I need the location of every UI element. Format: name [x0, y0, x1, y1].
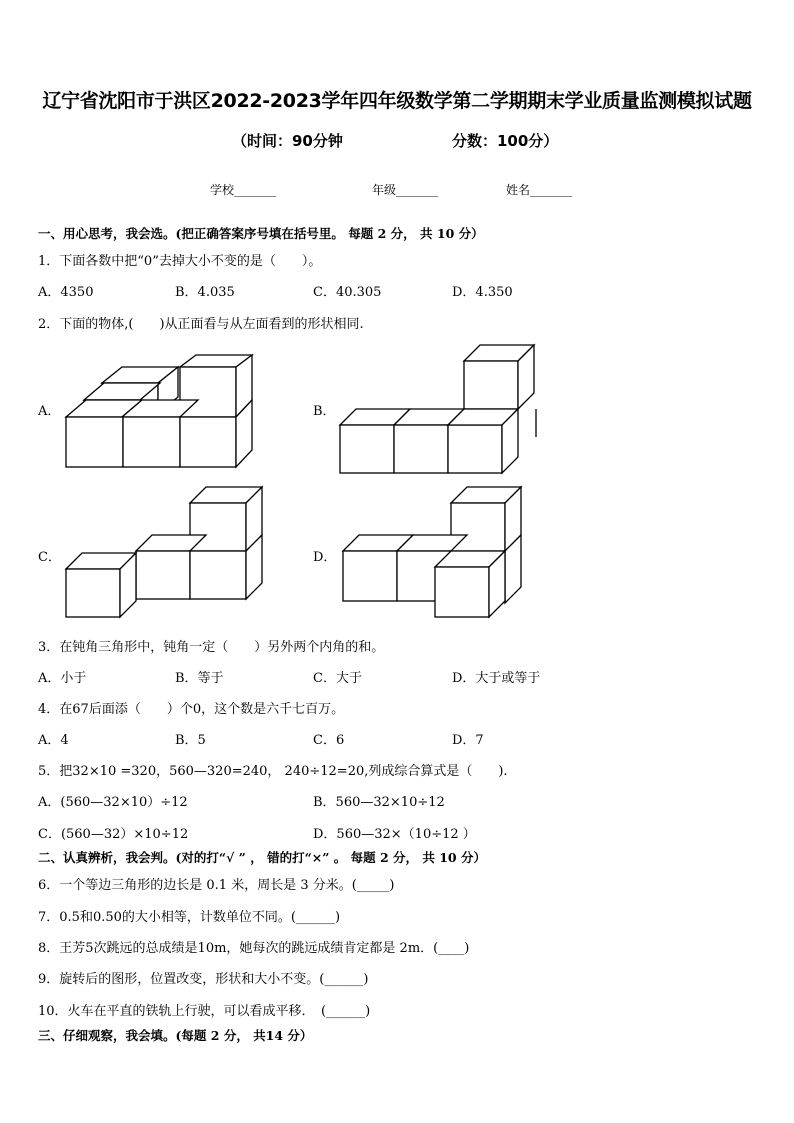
- judge-item-8: 8．王芳5次跳远的总成绩是10m，她每次的跳远成绩肯定都是 2m．(____): [38, 941, 470, 956]
- grade-field: 年级_______: [372, 183, 439, 197]
- q1-option-b: B．4.035: [175, 285, 235, 300]
- q2-label-a: A．: [38, 404, 61, 419]
- q1-option-c: C．40.305: [313, 285, 382, 300]
- q3-option-c: C．大于: [313, 671, 362, 686]
- q2-label-b: B．: [313, 404, 336, 419]
- page-title: 辽宁省沈阳市于洪区2022-2023学年四年级数学第二学期期末学业质量监测模拟试题: [42, 90, 752, 112]
- cube-figure-c: [64, 487, 264, 619]
- q5-option-d: D．560—32×（10÷12 ）: [313, 827, 476, 842]
- school-field: 学校_______: [210, 183, 277, 197]
- cube-figure-a: [60, 355, 260, 470]
- judge-item-9: 9．旋转后的图形，位置改变，形状和大小不变。(______): [38, 972, 369, 987]
- q4-option-a: A．4: [38, 733, 69, 748]
- question-2: 2．下面的物体,( )从正面看与从左面看到的形状相同.: [38, 317, 364, 332]
- section3-heading: 三、仔细观察，我会填。(每题 2 分， 共14 分）: [38, 1028, 313, 1043]
- q1-option-d: D．4.350: [452, 285, 513, 300]
- q3-option-d: D．大于或等于: [452, 671, 541, 686]
- q5-option-b: B．560—32×10÷12: [313, 795, 445, 810]
- q5-option-a: A．(560—32×10）÷12: [38, 795, 188, 810]
- judge-item-10: 10．火车在平直的铁轨上行驶，可以看成平移． (______): [38, 1004, 371, 1019]
- q2-label-c: C．: [38, 550, 61, 565]
- q3-option-a: A．小于: [38, 671, 87, 686]
- judge-item-6: 6．一个等边三角形的边长是 0.1 米，周长是 3 分米。(_____): [38, 878, 395, 893]
- question-1: 1．下面各数中把“0”去掉大小不变的是（ ）。: [38, 254, 322, 269]
- name-field: 姓名_______: [506, 183, 573, 197]
- section2-heading: 二、认真辨析，我会判。(对的打“√ ” ， 错的打“×” 。 每题 2 分， 共 10 分）: [38, 850, 486, 865]
- q4-option-c: C．6: [313, 733, 345, 748]
- q2-label-d: D．: [313, 550, 337, 565]
- q5-option-c: C．(560—32）×10÷12: [38, 827, 189, 842]
- exam-score: 分数：100分）: [452, 132, 559, 150]
- question-3: 3．在钝角三角形中，钝角一定（ ）另外两个内角的和。: [38, 640, 385, 655]
- question-4: 4．在67后面添（ ）个0，这个数是六千七百万。: [38, 702, 345, 717]
- cube-figure-d: [343, 487, 528, 619]
- section1-heading: 一、用心思考，我会选。(把正确答案序号填在括号里。 每题 2 分， 共 10 分）: [38, 226, 484, 241]
- judge-item-7: 7．0.5和0.50的大小相等，计数单位不同。(______): [38, 910, 341, 925]
- q4-option-b: B．5: [175, 733, 206, 748]
- q4-option-d: D．7: [452, 733, 484, 748]
- question-5: 5．把32×10 =320，560—320=240， 240÷12=20,列成综合算式是（ ).: [38, 764, 508, 779]
- q1-option-a: A．4350: [38, 285, 94, 300]
- q3-option-b: B．等于: [175, 671, 224, 686]
- exam-time: （时间：90分钟: [232, 132, 343, 150]
- cube-figure-b: [340, 345, 545, 475]
